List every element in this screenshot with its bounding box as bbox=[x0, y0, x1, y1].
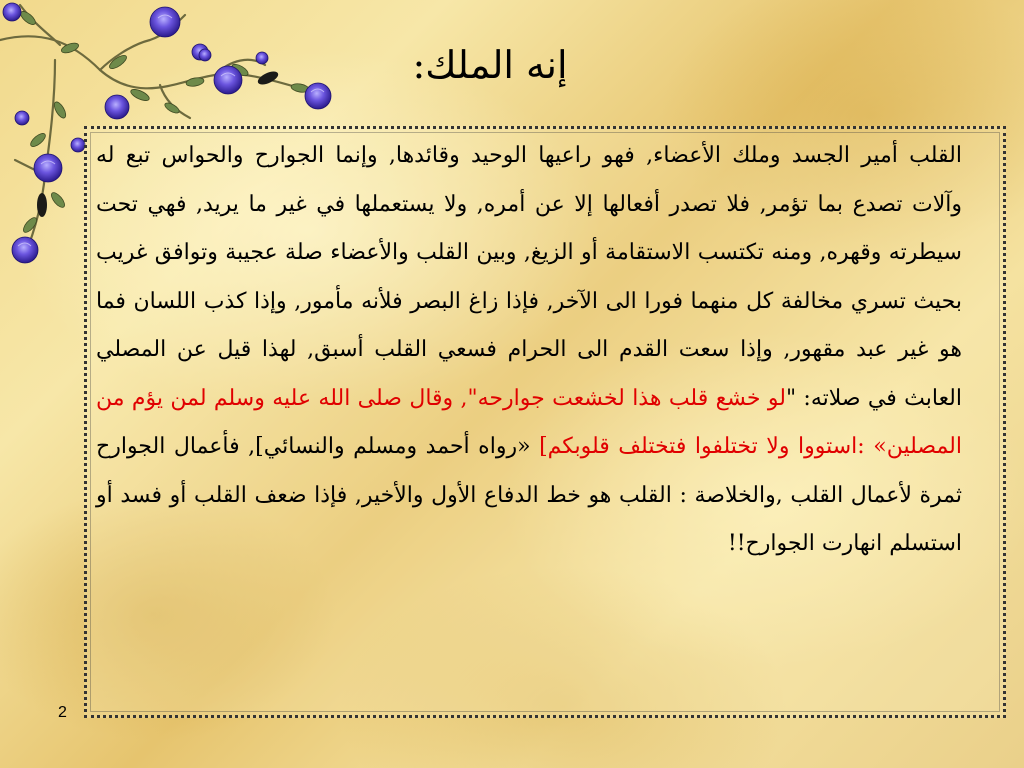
body-text-part: القلب أمير الجسد وملك الأعضاء, فهو راعيها الوحيد وقائدها, وإنما الجوارح والحواس تبع له وآلات تصدع بما تؤمر, فلا تصدر أفعالها إلا عن أمره, ولا يستعملها في غير ما يريد, فهي تحت سيطرته وقهره, ومنه تكتسب الاستقامة أو الزيغ, وبين القلب والأعضاء صلة عجيبة وتوافق غريب بحيث تسري مخالفة كل منهما فورا الى الآخر, فإذا زاغ البصر فلأنه مأمور, وإذا كذب اللسان فما هو غير عبد مقهور, وإذا سعت القدم الى الحرام فسعي القلب أسبق, لهذا قيل عن المصلي العابث في صلاته: " bbox=[96, 143, 962, 411]
page-number: 2 bbox=[58, 704, 67, 721]
slide-title: إنه الملك: bbox=[412, 43, 568, 87]
body-text-part: «رواه أحمد ومسلم والنسائي], فأعمال الجوارح ثمرة لأعمال القلب ,والخلاصة : القلب هو خط الدفاع الأول والأخير, فإذا ضعف القلب أو فسد أو استسلم انهارت الجوارح!! bbox=[96, 434, 962, 556]
body-text bbox=[96, 132, 962, 662]
hadith-quote: لو خشع قلب هذا لخشعت جوارحه", وقال صلى الله عليه وسلم لمن يؤم من المصلين» :استووا ولا تختلفوا فتختلف قلوبكم] bbox=[96, 385, 962, 459]
